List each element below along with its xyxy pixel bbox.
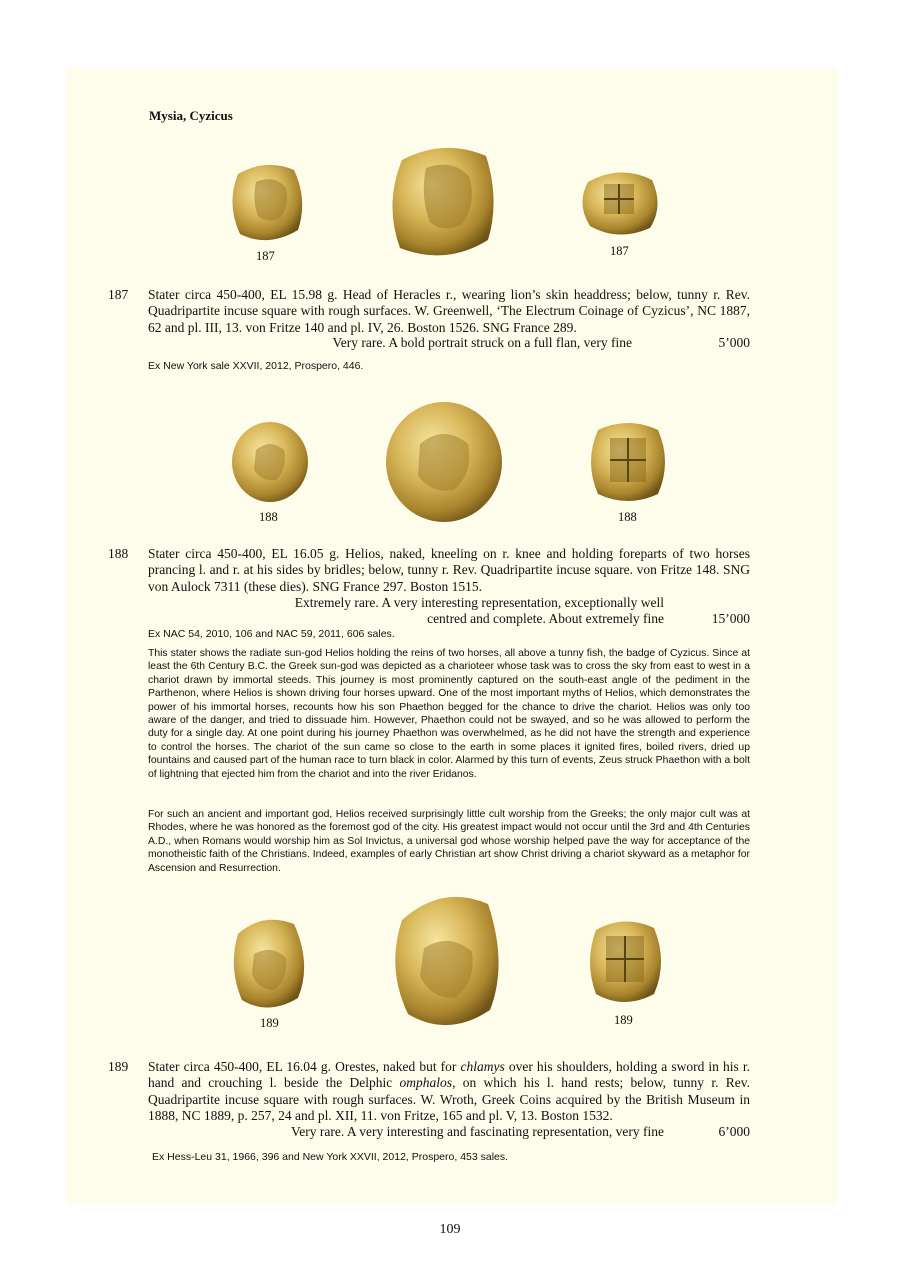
section-heading: Mysia, Cyzicus: [149, 108, 233, 123]
lot-verdict: Very rare. A very interesting and fascinating representation, very fine: [291, 1124, 664, 1139]
lot-provenance: Ex New York sale XXVII, 2012, Prospero, 446.: [148, 360, 364, 372]
coin-189-reverse: [588, 916, 662, 1006]
coin-188-obverse: [384, 400, 504, 524]
coin-187-enlarged-obverse: [228, 160, 306, 244]
coin-caption: 188: [259, 510, 278, 524]
lot-price: 15’000: [711, 611, 750, 626]
lot-description: Stater circa 450-400, EL 15.98 g. Head of Heracles r., wearing lion’s skin headdress; below, tunny r. Rev. Quadripartite incuse square with rough surfaces. W. Greenwell, ‘The Electrum Coinage of Cyzicus’, NC 1887, 62 and pl. III, 13. von Fritze 140 and pl. IV, 26. Boston 1526. SNG France 289.: [148, 287, 750, 335]
lot-note-paragraph: For such an ancient and important god, Helios received surprisingly little cult worship from the Greeks; the only major cult was at Rhodes, where he was honored as the foremost god of the city. His greatest impact would not occur until the 3rd and 4th Centuries A.D., when Romans would worship him as Sol Invictus, a universal god whose worship helped pave the way for acceptance of the monotheistic faith of the Christians. Indeed, examples of early Christian art show Christ driving a chariot skyward as a metaphor for Ascension and Resurrection.: [148, 809, 750, 874]
lot-verdict-line2: centred and complete. About extremely fine: [427, 611, 664, 626]
lot-description: Stater circa 450-400, EL 16.04 g. Orestes, naked but for chlamys over his shoulders, holding a sword in his r. hand and crouching l. beside the Delphic omphalos, on which his l. hand rests; below, tunny r. Rev. Quadripartite incuse square with rough surfaces. W. Wroth, Greek Coins acquired by the British Museum in 1888, NC 1889, p. 257, 24 and pl. XII, 11. von Fritze, 165 and pl. V, 13. Boston 1532.: [148, 1059, 750, 1124]
coin-caption: 189: [614, 1013, 633, 1027]
coin-189-obverse: [392, 890, 504, 1032]
lot-description: Stater circa 450-400, EL 16.05 g. Helios, naked, kneeling on r. knee and holding foreparts of two horses prancing l. and r. at his sides by bridles; below, tunny r. Rev. Quadripartite incuse square. von Fritze 148. SNG von Aulock 7311 (these dies). SNG France 297. Boston 1515.: [148, 546, 750, 594]
coin-189-enlarged-obverse: [232, 914, 308, 1012]
lot-number: 189: [108, 1059, 129, 1074]
coin-caption: 187: [610, 244, 629, 258]
coin-caption: 188: [618, 510, 637, 524]
lot-price: 6’000: [718, 1124, 750, 1139]
coin-188-reverse: [588, 418, 668, 504]
lot-note-paragraph: This stater shows the radiate sun-god Helios holding the reins of two horses, all above a tunny fish, the badge of Cyzicus. Since at least the 6th Century B.C. the Greek sun-god was depicted as a charioteer whose task was to cross the sky from east to west in a chariot drawn by immortal steeds. This journey is most prominently captured on the south-east angle of the pediment in the Parthenon, where Helios is shown driving four horses upward. One of the most important myths of Helios, which demonstrates the power of his immortal horses, recounts how his son Phaethon begged for the chance to drive the chariot. Helios was only too aware of the danger, and tried to dissuade him. However, Phaethon could not be swayed, and so he was allowed to perform the duty for a single day. At one point during his journey Phaethon was overwhelmed, as he did not have the strength and experience to control the horses. The chariot of the sun came so close to the earth in some places it ignited fires, boiled rivers, dried up fountains and caused part of the human race to turn black in color. Alarmed by this turn of events, Zeus struck Phaethon with a bolt of lightning that ejected him from the chariot and into the river Eridanos.: [148, 648, 750, 780]
lot-price: 5’000: [718, 335, 750, 350]
lot-provenance: Ex NAC 54, 2010, 106 and NAC 59, 2011, 606 sales.: [148, 628, 395, 640]
page-number: 109: [439, 1222, 461, 1237]
lot-verdict: Very rare. A bold portrait struck on a full flan, very fine: [332, 335, 632, 350]
lot-number: 187: [108, 287, 129, 302]
lot-provenance: Ex Hess-Leu 31, 1966, 396 and New York XXVII, 2012, Prospero, 453 sales.: [152, 1151, 509, 1163]
lot-number: 188: [108, 546, 129, 561]
coin-187-obverse: [386, 142, 498, 262]
lot-verdict-line1: Extremely rare. A very interesting representation, exceptionally well: [294, 595, 664, 610]
coin-caption: 187: [256, 249, 275, 263]
coin-188-enlarged-obverse: [230, 420, 310, 504]
coin-187-reverse: [580, 166, 660, 238]
coin-caption: 189: [260, 1016, 279, 1030]
